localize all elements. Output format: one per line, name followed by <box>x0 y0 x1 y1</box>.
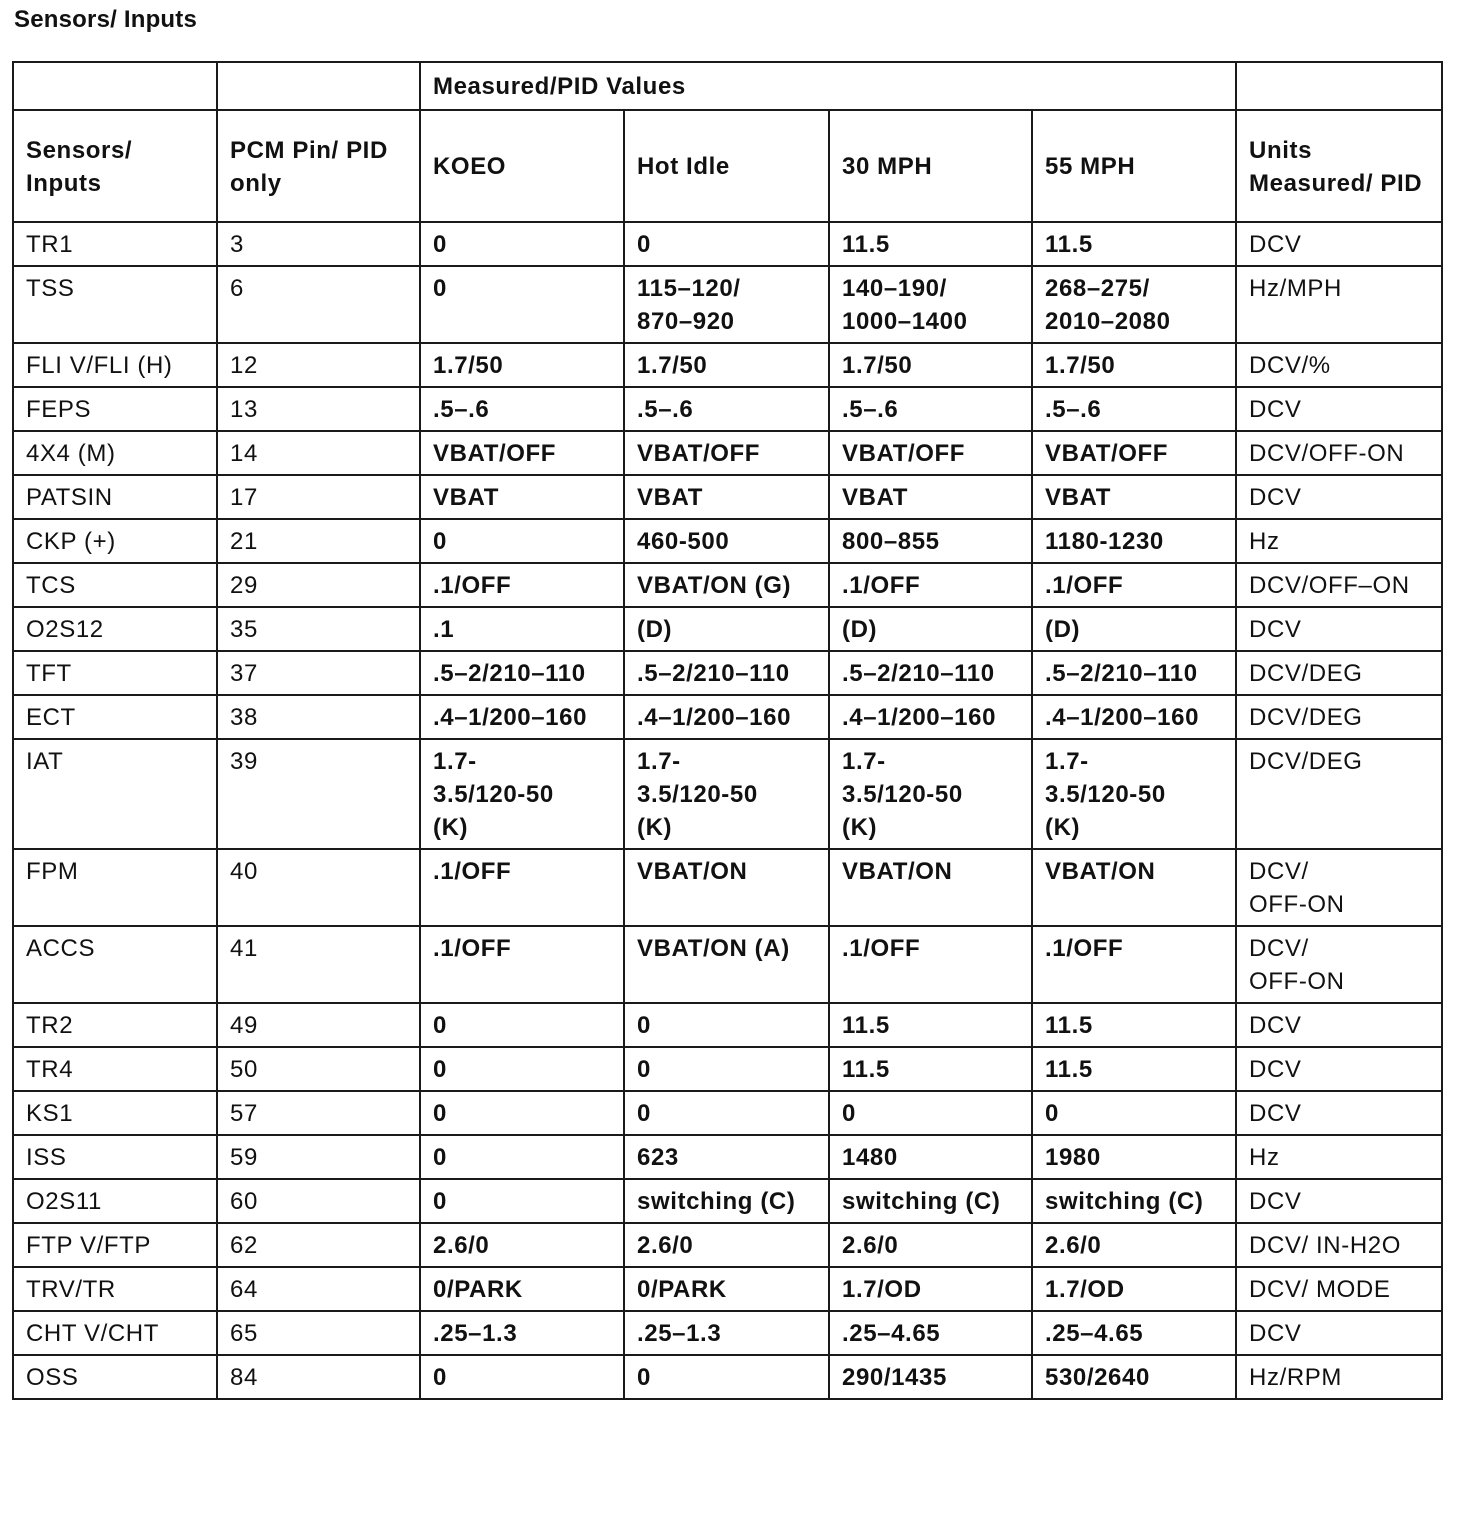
hot-idle-value-cell: 2.6/0 <box>624 1223 829 1267</box>
hot-idle-value-cell: VBAT/ON (A) <box>624 926 829 1003</box>
mph55-value-cell: 268–275/ 2010–2080 <box>1032 266 1236 343</box>
mph30-value-cell: 1.7- 3.5/120-50 (K) <box>829 739 1032 849</box>
mph30-value-cell: VBAT/ON <box>829 849 1032 926</box>
units-cell: DCV <box>1236 1047 1442 1091</box>
table-row <box>13 431 1442 475</box>
mph30-value-cell: 1480 <box>829 1135 1032 1179</box>
table-row <box>13 1135 1442 1179</box>
sensor-name-cell: O2S12 <box>13 607 217 651</box>
hot-idle-value-cell: 1.7- 3.5/120-50 (K) <box>624 739 829 849</box>
hot-idle-value-cell: 623 <box>624 1135 829 1179</box>
hot-idle-value-cell: .5–.6 <box>624 387 829 431</box>
header-empty-cell <box>1236 62 1442 110</box>
sensor-name-cell: ISS <box>13 1135 217 1179</box>
pcm-pin-cell: 50 <box>217 1047 420 1091</box>
mph55-value-cell: VBAT/ON <box>1032 849 1236 926</box>
koeo-value-cell: 0 <box>420 1003 624 1047</box>
mph55-value-cell: .5–2/210–110 <box>1032 651 1236 695</box>
mph30-value-cell: VBAT <box>829 475 1032 519</box>
sensor-name-cell: IAT <box>13 739 217 849</box>
table-row <box>13 1047 1442 1091</box>
sensor-name-cell: TSS <box>13 266 217 343</box>
table-row <box>13 651 1442 695</box>
mph55-value-cell: 2.6/0 <box>1032 1223 1236 1267</box>
koeo-value-cell: 1.7- 3.5/120-50 (K) <box>420 739 624 849</box>
mph55-value-cell: 1180-1230 <box>1032 519 1236 563</box>
mph30-value-cell: .25–4.65 <box>829 1311 1032 1355</box>
sensor-name-cell: CKP (+) <box>13 519 217 563</box>
pcm-pin-cell: 57 <box>217 1091 420 1135</box>
koeo-value-cell: .25–1.3 <box>420 1311 624 1355</box>
table-row <box>13 1223 1442 1267</box>
mph30-value-cell: .5–.6 <box>829 387 1032 431</box>
units-cell: DCV/ MODE <box>1236 1267 1442 1311</box>
sensor-name-cell: TFT <box>13 651 217 695</box>
pcm-pin-cell: 14 <box>217 431 420 475</box>
units-cell: DCV/ OFF-ON <box>1236 849 1442 926</box>
sensor-name-cell: OSS <box>13 1355 217 1399</box>
mph30-value-cell: .4–1/200–160 <box>829 695 1032 739</box>
sensor-name-cell: ECT <box>13 695 217 739</box>
mph30-value-cell: (D) <box>829 607 1032 651</box>
mph55-value-cell: 11.5 <box>1032 1047 1236 1091</box>
pcm-pin-cell: 60 <box>217 1179 420 1223</box>
table-row <box>13 1179 1442 1223</box>
koeo-value-cell: VBAT/OFF <box>420 431 624 475</box>
koeo-value-cell: 0 <box>420 222 624 266</box>
koeo-value-cell: .5–2/210–110 <box>420 651 624 695</box>
koeo-value-cell: 0 <box>420 519 624 563</box>
sensor-name-cell: TRV/TR <box>13 1267 217 1311</box>
pcm-pin-cell: 6 <box>217 266 420 343</box>
koeo-value-cell: 0 <box>420 1355 624 1399</box>
table-row <box>13 739 1442 849</box>
hot-idle-value-cell: 115–120/ 870–920 <box>624 266 829 343</box>
mph30-value-cell: 11.5 <box>829 1003 1032 1047</box>
sensor-name-cell: O2S11 <box>13 1179 217 1223</box>
group-header-measured-pid-values: Measured/PID Values <box>420 62 1236 110</box>
pcm-pin-cell: 37 <box>217 651 420 695</box>
koeo-value-cell: .5–.6 <box>420 387 624 431</box>
koeo-value-cell: 1.7/50 <box>420 343 624 387</box>
hot-idle-value-cell: 0 <box>624 1047 829 1091</box>
koeo-value-cell: .1 <box>420 607 624 651</box>
mph55-value-cell: (D) <box>1032 607 1236 651</box>
sensor-name-cell: PATSIN <box>13 475 217 519</box>
sensor-name-cell: TR1 <box>13 222 217 266</box>
table-row <box>13 607 1442 651</box>
mph55-value-cell: 1980 <box>1032 1135 1236 1179</box>
koeo-value-cell: 0/PARK <box>420 1267 624 1311</box>
koeo-value-cell: VBAT <box>420 475 624 519</box>
hot-idle-value-cell: .25–1.3 <box>624 1311 829 1355</box>
units-cell: DCV <box>1236 1003 1442 1047</box>
hot-idle-value-cell: switching (C) <box>624 1179 829 1223</box>
mph55-value-cell: 11.5 <box>1032 222 1236 266</box>
hot-idle-value-cell: 1.7/50 <box>624 343 829 387</box>
pcm-pin-cell: 59 <box>217 1135 420 1179</box>
pcm-pin-cell: 3 <box>217 222 420 266</box>
pcm-pin-cell: 84 <box>217 1355 420 1399</box>
pcm-pin-cell: 65 <box>217 1311 420 1355</box>
hot-idle-value-cell: 0 <box>624 1091 829 1135</box>
column-header-sensors-inputs: Sensors/ Inputs <box>13 110 217 222</box>
mph55-value-cell: 530/2640 <box>1032 1355 1236 1399</box>
column-header-koeo: KOEO <box>420 110 624 222</box>
pcm-pin-cell: 40 <box>217 849 420 926</box>
hot-idle-value-cell: 0 <box>624 1003 829 1047</box>
sensor-name-cell: KS1 <box>13 1091 217 1135</box>
table-row <box>13 222 1442 266</box>
mph30-value-cell: 11.5 <box>829 1047 1032 1091</box>
mph55-value-cell: 0 <box>1032 1091 1236 1135</box>
column-header-hot-idle: Hot Idle <box>624 110 829 222</box>
sensor-values-table <box>12 61 1443 1400</box>
hot-idle-value-cell: .5–2/210–110 <box>624 651 829 695</box>
pcm-pin-cell: 29 <box>217 563 420 607</box>
mph30-value-cell: .5–2/210–110 <box>829 651 1032 695</box>
koeo-value-cell: .1/OFF <box>420 563 624 607</box>
mph55-value-cell: 1.7/OD <box>1032 1267 1236 1311</box>
koeo-value-cell: 0 <box>420 1179 624 1223</box>
table-row <box>13 519 1442 563</box>
units-cell: DCV/OFF–ON <box>1236 563 1442 607</box>
hot-idle-value-cell: 0 <box>624 1355 829 1399</box>
header-empty-cell <box>13 62 217 110</box>
pcm-pin-cell: 21 <box>217 519 420 563</box>
column-header-55-mph: 55 MPH <box>1032 110 1236 222</box>
mph30-value-cell: 1.7/OD <box>829 1267 1032 1311</box>
pcm-pin-cell: 39 <box>217 739 420 849</box>
column-header-30-mph: 30 MPH <box>829 110 1032 222</box>
mph55-value-cell: .5–.6 <box>1032 387 1236 431</box>
koeo-value-cell: 2.6/0 <box>420 1223 624 1267</box>
mph30-value-cell: 140–190/ 1000–1400 <box>829 266 1032 343</box>
hot-idle-value-cell: (D) <box>624 607 829 651</box>
table-row <box>13 266 1442 343</box>
mph30-value-cell: VBAT/OFF <box>829 431 1032 475</box>
mph30-value-cell: 0 <box>829 1091 1032 1135</box>
koeo-value-cell: 0 <box>420 1047 624 1091</box>
units-cell: Hz/MPH <box>1236 266 1442 343</box>
koeo-value-cell: 0 <box>420 1135 624 1179</box>
mph30-value-cell: 290/1435 <box>829 1355 1032 1399</box>
koeo-value-cell: 0 <box>420 1091 624 1135</box>
units-cell: DCV/OFF-ON <box>1236 431 1442 475</box>
pcm-pin-cell: 12 <box>217 343 420 387</box>
table-row <box>13 1267 1442 1311</box>
table-row <box>13 1355 1442 1399</box>
mph30-value-cell: switching (C) <box>829 1179 1032 1223</box>
column-header-pcm-pin: PCM Pin/ PID only <box>217 110 420 222</box>
pcm-pin-cell: 38 <box>217 695 420 739</box>
table-row <box>13 563 1442 607</box>
column-header-units: Units Measured/ PID <box>1236 110 1442 222</box>
units-cell: DCV <box>1236 607 1442 651</box>
units-cell: DCV <box>1236 222 1442 266</box>
units-cell: DCV/DEG <box>1236 695 1442 739</box>
pcm-pin-cell: 62 <box>217 1223 420 1267</box>
pcm-pin-cell: 49 <box>217 1003 420 1047</box>
units-cell: DCV/ OFF-ON <box>1236 926 1442 1003</box>
units-cell: DCV <box>1236 475 1442 519</box>
mph30-value-cell: .1/OFF <box>829 563 1032 607</box>
sensor-name-cell: FEPS <box>13 387 217 431</box>
koeo-value-cell: .1/OFF <box>420 926 624 1003</box>
koeo-value-cell: .1/OFF <box>420 849 624 926</box>
mph55-value-cell: 1.7/50 <box>1032 343 1236 387</box>
table-row <box>13 343 1442 387</box>
sensor-name-cell: CHT V/CHT <box>13 1311 217 1355</box>
mph55-value-cell: VBAT <box>1032 475 1236 519</box>
sensor-name-cell: TR2 <box>13 1003 217 1047</box>
table-body <box>13 62 1442 1399</box>
mph55-value-cell: switching (C) <box>1032 1179 1236 1223</box>
pcm-pin-cell: 13 <box>217 387 420 431</box>
mph55-value-cell: 11.5 <box>1032 1003 1236 1047</box>
koeo-value-cell: 0 <box>420 266 624 343</box>
pcm-pin-cell: 17 <box>217 475 420 519</box>
table-row <box>13 475 1442 519</box>
table-row <box>13 1003 1442 1047</box>
koeo-value-cell: .4–1/200–160 <box>420 695 624 739</box>
table-row <box>13 926 1442 1003</box>
mph55-value-cell: .4–1/200–160 <box>1032 695 1236 739</box>
sensor-name-cell: 4X4 (M) <box>13 431 217 475</box>
hot-idle-value-cell: VBAT/ON <box>624 849 829 926</box>
table-row <box>13 849 1442 926</box>
hot-idle-value-cell: VBAT/ON (G) <box>624 563 829 607</box>
page-title: Sensors/ Inputs <box>14 6 198 33</box>
hot-idle-value-cell: .4–1/200–160 <box>624 695 829 739</box>
sensor-name-cell: ACCS <box>13 926 217 1003</box>
sensor-name-cell: FLI V/FLI (H) <box>13 343 217 387</box>
hot-idle-value-cell: VBAT <box>624 475 829 519</box>
column-header-row <box>13 110 1442 222</box>
pcm-pin-cell: 64 <box>217 1267 420 1311</box>
hot-idle-value-cell: 0 <box>624 222 829 266</box>
sensor-name-cell: TCS <box>13 563 217 607</box>
header-empty-cell <box>217 62 420 110</box>
table-row <box>13 387 1442 431</box>
mph30-value-cell: 800–855 <box>829 519 1032 563</box>
units-cell: Hz/RPM <box>1236 1355 1442 1399</box>
mph55-value-cell: .1/OFF <box>1032 563 1236 607</box>
sensor-name-cell: FPM <box>13 849 217 926</box>
mph55-value-cell: 1.7- 3.5/120-50 (K) <box>1032 739 1236 849</box>
units-cell: DCV <box>1236 1091 1442 1135</box>
table-row <box>13 1311 1442 1355</box>
sensor-name-cell: TR4 <box>13 1047 217 1091</box>
hot-idle-value-cell: 0/PARK <box>624 1267 829 1311</box>
table-row <box>13 1091 1442 1135</box>
units-cell: DCV/DEG <box>1236 739 1442 849</box>
hot-idle-value-cell: 460-500 <box>624 519 829 563</box>
mph30-value-cell: 2.6/0 <box>829 1223 1032 1267</box>
pcm-pin-cell: 41 <box>217 926 420 1003</box>
mph30-value-cell: 11.5 <box>829 222 1032 266</box>
units-cell: DCV/% <box>1236 343 1442 387</box>
mph55-value-cell: .1/OFF <box>1032 926 1236 1003</box>
units-cell: DCV <box>1236 1311 1442 1355</box>
table-row <box>13 695 1442 739</box>
sensor-name-cell: FTP V/FTP <box>13 1223 217 1267</box>
mph30-value-cell: 1.7/50 <box>829 343 1032 387</box>
mph30-value-cell: .1/OFF <box>829 926 1032 1003</box>
mph55-value-cell: VBAT/OFF <box>1032 431 1236 475</box>
pcm-pin-cell: 35 <box>217 607 420 651</box>
units-cell: DCV <box>1236 387 1442 431</box>
units-cell: Hz <box>1236 1135 1442 1179</box>
hot-idle-value-cell: VBAT/OFF <box>624 431 829 475</box>
units-cell: DCV/ IN-H2O <box>1236 1223 1442 1267</box>
units-cell: DCV/DEG <box>1236 651 1442 695</box>
units-cell: Hz <box>1236 519 1442 563</box>
units-cell: DCV <box>1236 1179 1442 1223</box>
group-header-row <box>13 62 1442 110</box>
mph55-value-cell: .25–4.65 <box>1032 1311 1236 1355</box>
